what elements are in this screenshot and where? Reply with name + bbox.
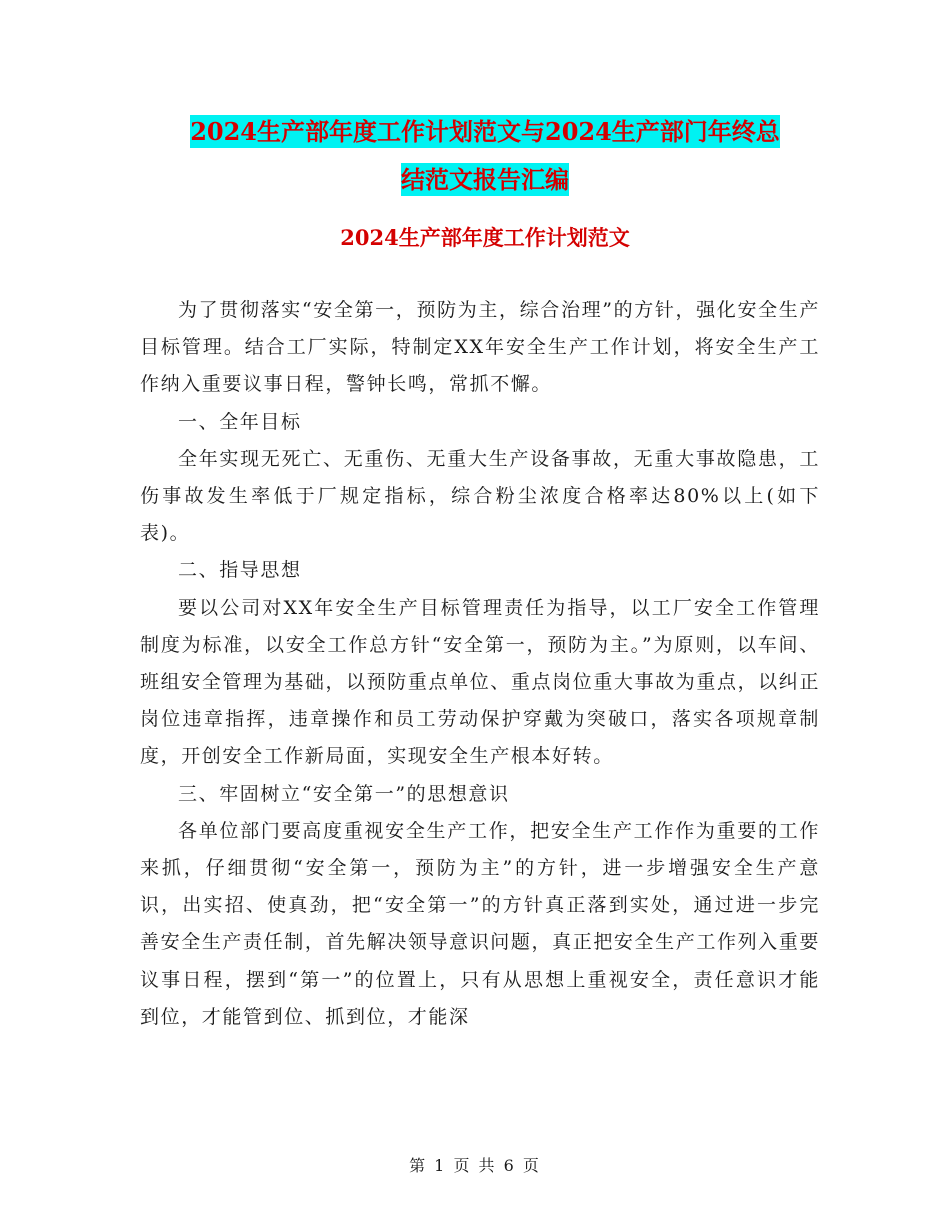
paragraph-annual-goal: 全年实现无死亡、无重伤、无重大生产设备事故，无重大事故隐患，工伤事故发生率低于厂规定指标，综合粉尘浓度合格率达80%以上(如下表)。 bbox=[140, 447, 820, 545]
document-title-line2: 结范文报告汇编 bbox=[401, 165, 569, 194]
document-title-line1: 2024生产部年度工作计划范文与2024生产部门年终总 bbox=[190, 117, 780, 146]
heading-annual-goal: 一、全年目标 bbox=[178, 410, 302, 433]
heading-guiding-idea: 二、指导思想 bbox=[178, 559, 302, 582]
heading-safety-first: 三、牢固树立“安全第一”的思想意识 bbox=[178, 782, 510, 805]
paragraph-intro: 为了贯彻落实“安全第一，预防为主，综合治理”的方针，强化安全生产目标管理。结合工厂实际，特制定XX年安全生产工作计划，将安全生产工作纳入重要议事日程，警钟长鸣，常抓不懈。 bbox=[140, 299, 820, 396]
page-footer: 第 1 页 共 6 页 bbox=[409, 1156, 541, 1175]
document-body bbox=[140, 292, 820, 1036]
paragraph-guiding-idea: 要以公司对XX年安全生产目标管理责任为指导，以工厂安全工作管理制度为标准，以安全工作总方针“安全第一，预防为主。”为原则，以车间、班组安全管理为基础，以预防重点单位、重点岗位重大事故为重点，以纠正岗位违章指挥，违章操作和员工劳动保护穿戴为突破口，落实各项规章制度，开创安全工作新局面，实现安全生产根本好转。 bbox=[140, 596, 820, 768]
document-title bbox=[140, 108, 830, 204]
paragraph-safety-first: 各单位部门要高度重视安全生产工作，把安全生产工作作为重要的工作来抓，仔细贯彻“安全第一，预防为主”的方针，进一步增强安全生产意识，出实招、使真劲，把“安全第一”的方针真正落到实处，通过进一步完善安全生产责任制，首先解决领导意识问题，真正把安全生产工作列入重要议事日程，摆到“第一”的位置上，只有从思想上重视安全，责任意识才能到位，才能管到位、抓到位，才能深 bbox=[140, 819, 820, 1028]
section-title: 2024生产部年度工作计划范文 bbox=[340, 225, 630, 250]
